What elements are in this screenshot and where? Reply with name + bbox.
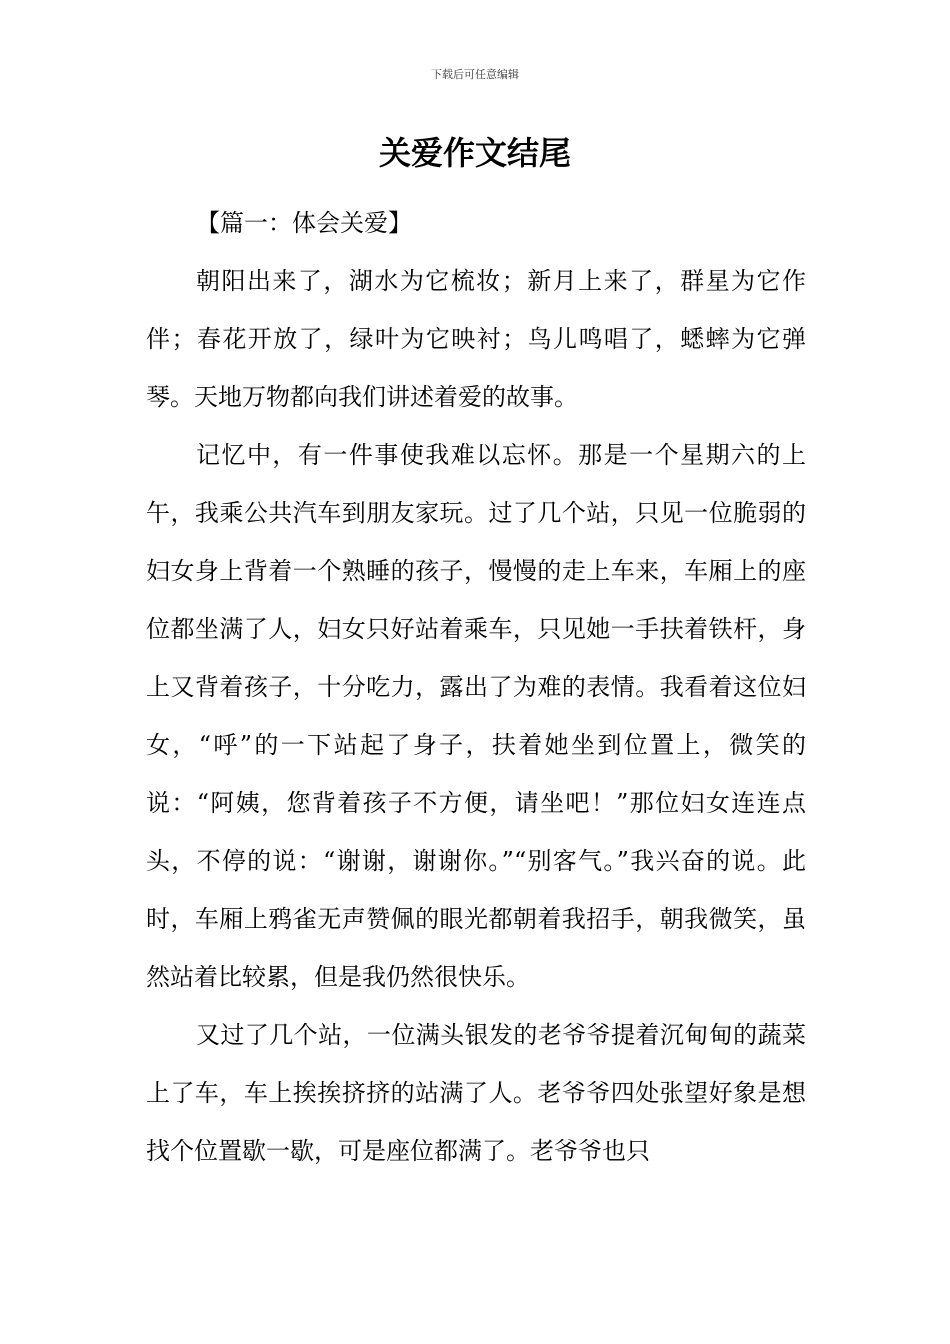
document-body — [146, 194, 806, 1180]
paragraph-2: 记忆中，有一件事使我难以忘怀。那是一个星期六的上午，我乘公共汽车到朋友家玩。过了几个站，只见一位脆弱的妇女身上背着一个熟睡的孩子，慢慢的走上车来，车厢上的座位都坐满了人，妇女只好站着乘车，只见她一手扶着铁杆，身上又背着孩子，十分吃力，露出了为难的表情。我看着这位妇女，“呼”的一下站起了身子，扶着她坐到位置上，微笑的说：“阿姨，您背着孩子不方便，请坐吧！”那位妇女连连点头，不停的说：“谢谢，谢谢你。”“别客气。”我兴奋的说。此时，车厢上鸦雀无声赞佩的眼光都朝着我招手，朝我微笑，虽然站着比较累，但是我仍然很快乐。 — [146, 441, 806, 991]
document-title: 关爱作文结尾 — [378, 134, 571, 172]
header-note: 下载后可任意编辑 — [431, 68, 519, 81]
paragraph-1: 朝阳出来了，湖水为它梳妆；新月上来了，群星为它作伴；春花开放了，绿叶为它映衬；鸟儿鸣唱了，蟋蟀为它弹琴。天地万物都向我们讲述着爱的故事。 — [146, 267, 806, 411]
paragraph-3: 又过了几个站，一位满头银发的老爷爷提着沉甸甸的蔬菜上了车，车上挨挨挤挤的站满了人。老爷爷四处张望好象是想找个位置歇一歇，可是座位都满了。老爷爷也只 — [146, 1021, 806, 1165]
section-heading: 【篇一：体会关爱】 — [196, 209, 412, 237]
